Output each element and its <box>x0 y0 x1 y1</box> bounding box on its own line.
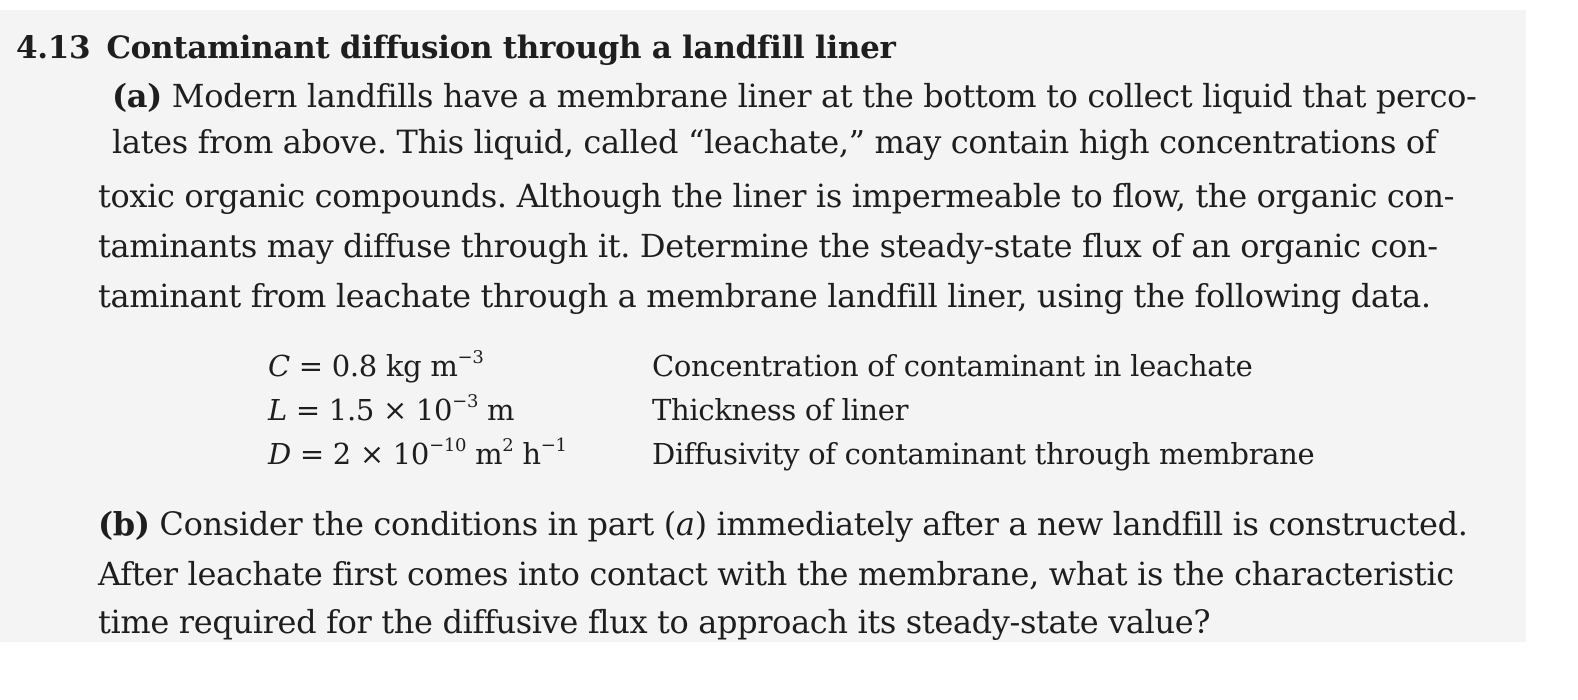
part-a-line-2: lates from above. This liquid, called “leachate,” may contain high concentrations of <box>112 123 1437 161</box>
part-a-line-3: toxic organic compounds. Although the liner is impermeable to flow, the organic con- <box>98 177 1455 215</box>
variable-symbol: C <box>268 349 290 383</box>
variable-c-description: Concentration of contaminant in leachate <box>652 349 1253 383</box>
part-b-line-1: (b) Consider the conditions in part (a) immediately after a new landfill is constructed. <box>98 505 1468 543</box>
variable-l-equation: $L = 1.5 \times 10^{-3}$ m <box>268 391 515 427</box>
part-a-line-5: taminant from leachate through a membrane landfill liner, using the following data. <box>98 277 1431 315</box>
part-a-line-1 <box>112 76 1477 116</box>
part-b-label: (b) <box>98 505 150 543</box>
variable-symbol: D <box>268 437 291 471</box>
problem-number: 4.13 <box>16 30 91 66</box>
part-b-line-3: time required for the diffusive flux to approach its steady-state value? <box>98 603 1211 641</box>
variable-d-equation: $D = 2 \times 10^{-10}$ $m^2$ $h^{-1}$ <box>268 435 567 471</box>
problem-title: Contaminant diffusion through a landfill liner <box>106 30 896 66</box>
part-b-line-2: After leachate first comes into contact with the membrane, what is the characteristic <box>98 555 1454 593</box>
part-a-line-4: taminants may diffuse through it. Determine the steady-state flux of an organic con- <box>98 227 1438 265</box>
variable-symbol: L <box>268 393 287 427</box>
variable-c-equation: C = 0.8 kg $m^{-3}$ <box>268 347 484 383</box>
variable-d-description: Diffusivity of contaminant through membrane <box>652 437 1315 471</box>
part-a-label: (a) <box>112 77 162 115</box>
part-a-text-1: Modern landfills have a membrane liner at the bottom to collect liquid that perco- <box>161 77 1477 115</box>
variable-l-description: Thickness of liner <box>652 393 909 427</box>
problem-heading <box>16 28 896 68</box>
